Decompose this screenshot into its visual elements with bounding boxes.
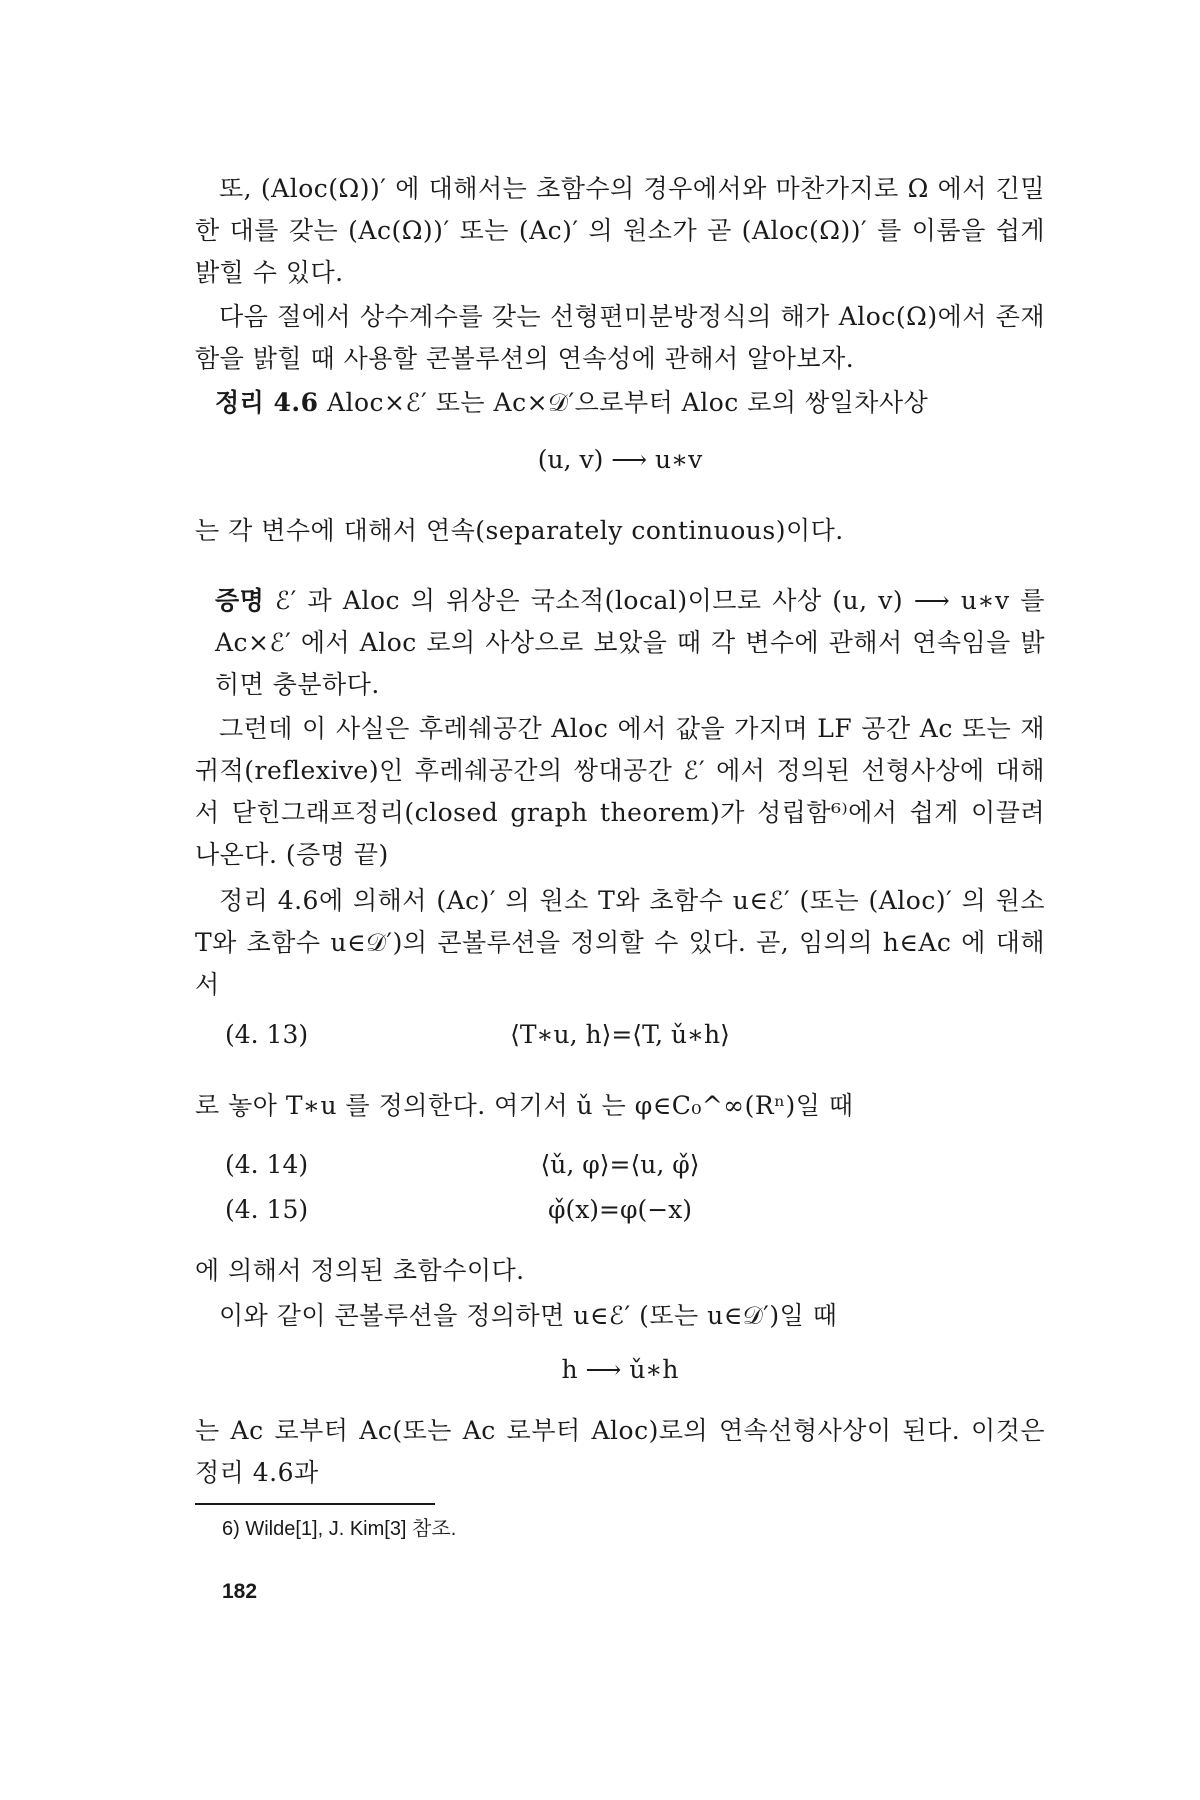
- footnote: 6) Wilde[1], J. Kim[3] 참조.: [222, 1518, 457, 1540]
- equation-number: (4. 13): [225, 1020, 309, 1049]
- paragraph-1: 또, (Aloc(Ω))′ 에 대해서는 초함수의 경우에서와 마찬가지로 Ω 에서 긴밀한 대를 갖는 (Ac(Ω))′ 또는 (Ac)′ 의 원소가 곧 (Aloc(Ω))′ 를 이룸을 쉽게 밝힐 수 있다.: [195, 174, 1045, 287]
- page-number: 182: [222, 1580, 258, 1603]
- paragraph-6: 이와 같이 콘볼루션을 정의하면 u∈ℰ′ (또는 u∈𝒟′)일 때: [219, 1301, 838, 1330]
- theorem-tail: 는 각 변수에 대해서 연속(separately continuous)이다.: [195, 516, 844, 545]
- equation-body: ⟨ǔ, φ⟩=⟨u, φ̌⟩: [540, 1150, 700, 1179]
- equation-number: (4. 14): [225, 1150, 309, 1179]
- equation-body: ⟨T∗u, h⟩=⟨T, ǔ∗h⟩: [510, 1020, 730, 1049]
- equation-4-15: [195, 1195, 1045, 1237]
- proof-paragraph: [215, 580, 1045, 706]
- paragraph-4: 로 놓아 T∗u 를 정의한다. 여기서 ǔ 는 φ∈C₀^∞(Rⁿ)일 때: [195, 1091, 854, 1120]
- proof-text: ℰ′ 과 Aloc 의 위상은 국소적(local)이므로 사상 (u, v) ⟶ u∗v 를 Ac×ℰ′ 에서 Aloc 로의 사상으로 보았을 때 각 변수에 관해서 연속임을 밝히면 충분하다.: [215, 586, 1046, 699]
- equation-4-14: [195, 1150, 1045, 1192]
- proof-label: 증명: [215, 586, 265, 615]
- theorem-label: 정리 4.6: [215, 388, 319, 417]
- mapping-display: h ⟶ ǔ∗h: [561, 1355, 679, 1384]
- equation-number: (4. 15): [225, 1195, 309, 1224]
- paragraph-2: 다음 절에서 상수계수를 갖는 선형편미분방정식의 해가 Aloc(Ω)에서 존재함을 밝힐 때 사용할 콘볼루션의 연속성에 관해서 알아보자.: [195, 302, 1045, 373]
- equation-body: φ̌(x)=φ(−x): [547, 1195, 693, 1224]
- theorem-text: Aloc×ℰ′ 또는 Ac×𝒟′으로부터 Aloc 로의 쌍일차사상: [326, 388, 929, 417]
- paragraph-3: 정리 4.6에 의해서 (Ac)′ 의 원소 T와 초함수 u∈ℰ′ (또는 (Aloc)′ 의 원소 T와 초함수 u∈𝒟′)의 콘볼루션을 정의할 수 있다. 곧, 임의의 h∈Ac 에 대해서: [195, 886, 1045, 999]
- paragraph-5: 에 의해서 정의된 초함수이다.: [195, 1256, 525, 1285]
- proof-paragraph-2: 그런데 이 사실은 후레쉐공간 Aloc 에서 값을 가지며 LF 공간 Ac 또는 재귀적(reflexive)인 후레쉐공간의 쌍대공간 ℰ′ 에서 정의된 선형사상에 대해서 닫힌그래프정리(closed graph theorem)가 성립함⁶⁾에서 쉽게 이끌려 나온다. (증명 끝): [195, 714, 1045, 869]
- theorem-statement: [215, 382, 1045, 424]
- paragraph-7: 는 Ac 로부터 Ac(또는 Ac 로부터 Aloc)로의 연속선형사상이 된다. 이것은 정리 4.6과: [195, 1416, 1045, 1487]
- equation-4-13: [195, 1020, 1045, 1062]
- bilinear-map-display: (u, v) ⟶ u∗v: [537, 445, 703, 474]
- footnote-divider: [195, 1503, 435, 1505]
